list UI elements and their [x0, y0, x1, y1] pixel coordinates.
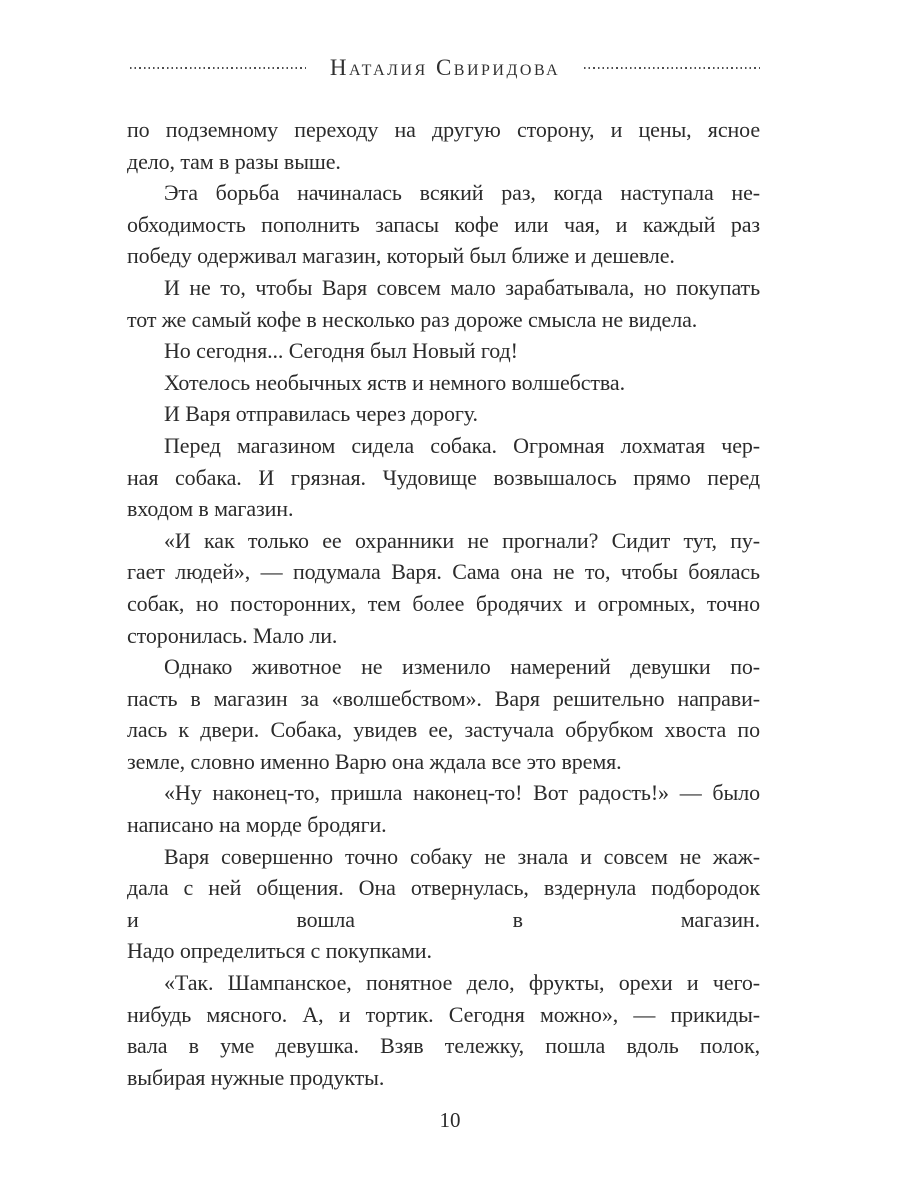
paragraph: [127, 335, 760, 367]
text-line: гает людей», — подумала Варя. Сама она не то, чтобы боялась: [127, 559, 760, 585]
text-line: по подземному переходу на другую сторону, и цены, ясное: [127, 117, 760, 142]
text-line: написано на морде бродяги.: [127, 812, 387, 838]
text-line: дело, там в разы выше.: [127, 148, 341, 174]
page-number: 10: [439, 1108, 461, 1132]
text-line: дала с ней общения. Она отвернулась, вздернула подбородок: [127, 875, 760, 901]
header-rule-left: [130, 67, 306, 70]
paragraph: [127, 272, 760, 335]
text-line: обходимость пополнить запасы кофе или чая, и каждый раз: [127, 211, 760, 237]
text-line: И Варя отправилась через дорогу.: [164, 401, 478, 427]
text-line: Но сегодня... Сегодня был Новый год!: [164, 338, 518, 364]
text-line: земле, словно именно Варю она ждала все это время.: [127, 748, 622, 774]
paragraph: [127, 430, 760, 525]
text-line: Перед магазином сидела собака. Огромная лохматая чер-: [164, 432, 760, 458]
text-line: вала в уме девушка. Взяв тележку, пошла вдоль полок,: [127, 1033, 760, 1059]
text-line: ная собака. И грязная. Чудовище возвышалось прямо перед: [127, 464, 760, 490]
text-line: «И как только ее охранники не прогнали? Сидит тут, пу-: [164, 527, 760, 553]
paragraph: [127, 841, 760, 967]
text-block: [127, 114, 760, 1093]
text-line: И не то, чтобы Варя совсем мало зарабатывала, но покупать: [164, 274, 760, 300]
header-rule-right: [584, 67, 760, 70]
text-line: Однако животное не изменило намерений девушки по-: [164, 654, 760, 680]
text-line: и вошла в магазин.: [127, 906, 760, 932]
paragraph: [127, 177, 760, 272]
text-line: тот же самый кофе в несколько раз дороже смысла не видела.: [127, 306, 698, 332]
text-line: сторонилась. Мало ли.: [127, 622, 338, 648]
text-line: входом в магазин.: [127, 496, 294, 522]
text-line: Эта борьба начиналась всякий раз, когда наступала не-: [164, 180, 760, 206]
paragraph: [127, 114, 760, 177]
text-line: Надо определиться с покупками.: [127, 938, 432, 964]
text-line: победу одерживал магазин, который был ближе и дешевле.: [127, 243, 675, 269]
text-line: выбирая нужные продукты.: [127, 1064, 385, 1090]
text-line: нибудь мясного. А, и тортик. Сегодня можно», — прикиды-: [127, 1001, 760, 1027]
paragraph: [127, 525, 760, 651]
text-line: «Так. Шампанское, понятное дело, фрукты, орехи и чего-: [164, 970, 760, 996]
paragraph: [127, 398, 760, 430]
text-line: Варя совершенно точно собаку не знала и совсем не жаж-: [164, 843, 760, 869]
author-name: Наталия Свиридова: [329, 55, 561, 80]
text-line: лась к двери. Собака, увидев ее, застучала обрубком хвоста по: [127, 717, 760, 743]
paragraph: [127, 651, 760, 777]
paragraph: [127, 777, 760, 840]
paragraph: [127, 967, 760, 1093]
text-line: собак, но посторонних, тем более бродячих и огромных, точно: [127, 590, 760, 616]
text-line: Хотелось необычных яств и немного волшебства.: [164, 369, 625, 395]
paragraph: [127, 367, 760, 399]
page-header: [130, 54, 760, 82]
text-line: «Ну наконец-то, пришла наконец-то! Вот радость!» — было: [164, 780, 760, 806]
text-line: пасть в магазин за «волшебством». Варя решительно направи-: [127, 685, 760, 711]
